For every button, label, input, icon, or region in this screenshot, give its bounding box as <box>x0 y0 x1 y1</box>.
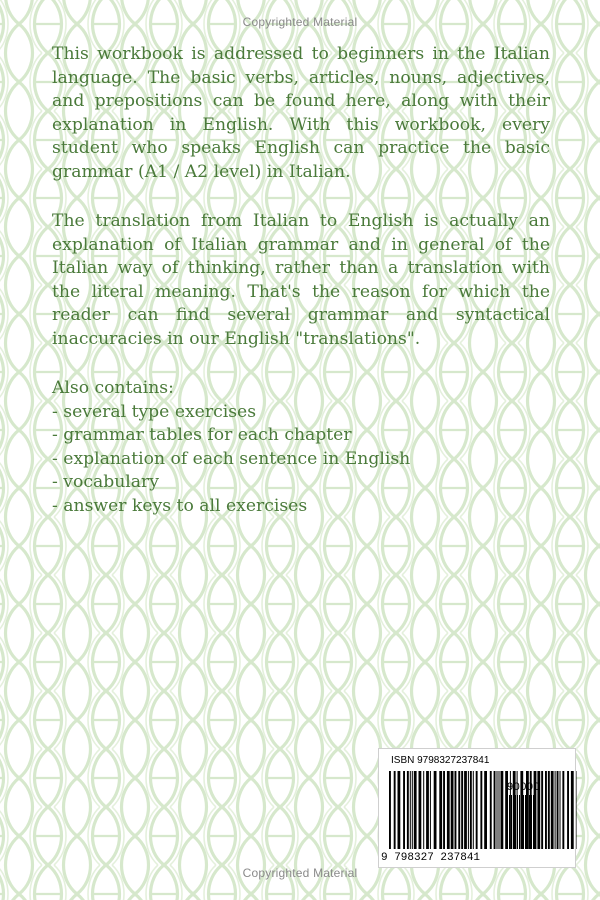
contents-item: - vocabulary <box>52 472 159 492</box>
isbn-label: ISBN 9798327237841 <box>391 755 490 766</box>
ean-digits: 9 798327 237841 <box>381 852 481 864</box>
contents-item: - explanation of each sentence in English <box>52 448 411 469</box>
price-code: 90000 <box>507 781 541 793</box>
contents-item: - grammar tables for each chapter <box>52 425 352 445</box>
contents-list <box>52 377 550 518</box>
barcode-block <box>378 748 576 868</box>
contents-item: - several type exercises <box>52 401 257 422</box>
description-paragraph-2: The translation from Italian to English is actually an explanation of Italian grammar and in general of the Italian way of thinking, rather than a translation with the literal meaning. That's the reason for which the reader can find several grammar and syntactical inaccuracies in our English "translations". <box>52 211 550 349</box>
barcode-bars <box>379 749 577 869</box>
watermark-bottom: Copyrighted Material <box>242 866 358 880</box>
contents-item: - answer keys to all exercises <box>52 495 308 516</box>
contents-heading: Also contains: <box>52 378 174 398</box>
description-paragraph-1: This workbook is addressed to beginners in the Italian language. The basic verbs, articles, nouns, adjectives, and prepositions can be found here, along with their explanation in English. With this workbook, every student who speaks English can practice the basic grammar (A1 / A2 level) in Italian. <box>52 44 550 182</box>
watermark-top: Copyrighted Material <box>242 15 358 29</box>
